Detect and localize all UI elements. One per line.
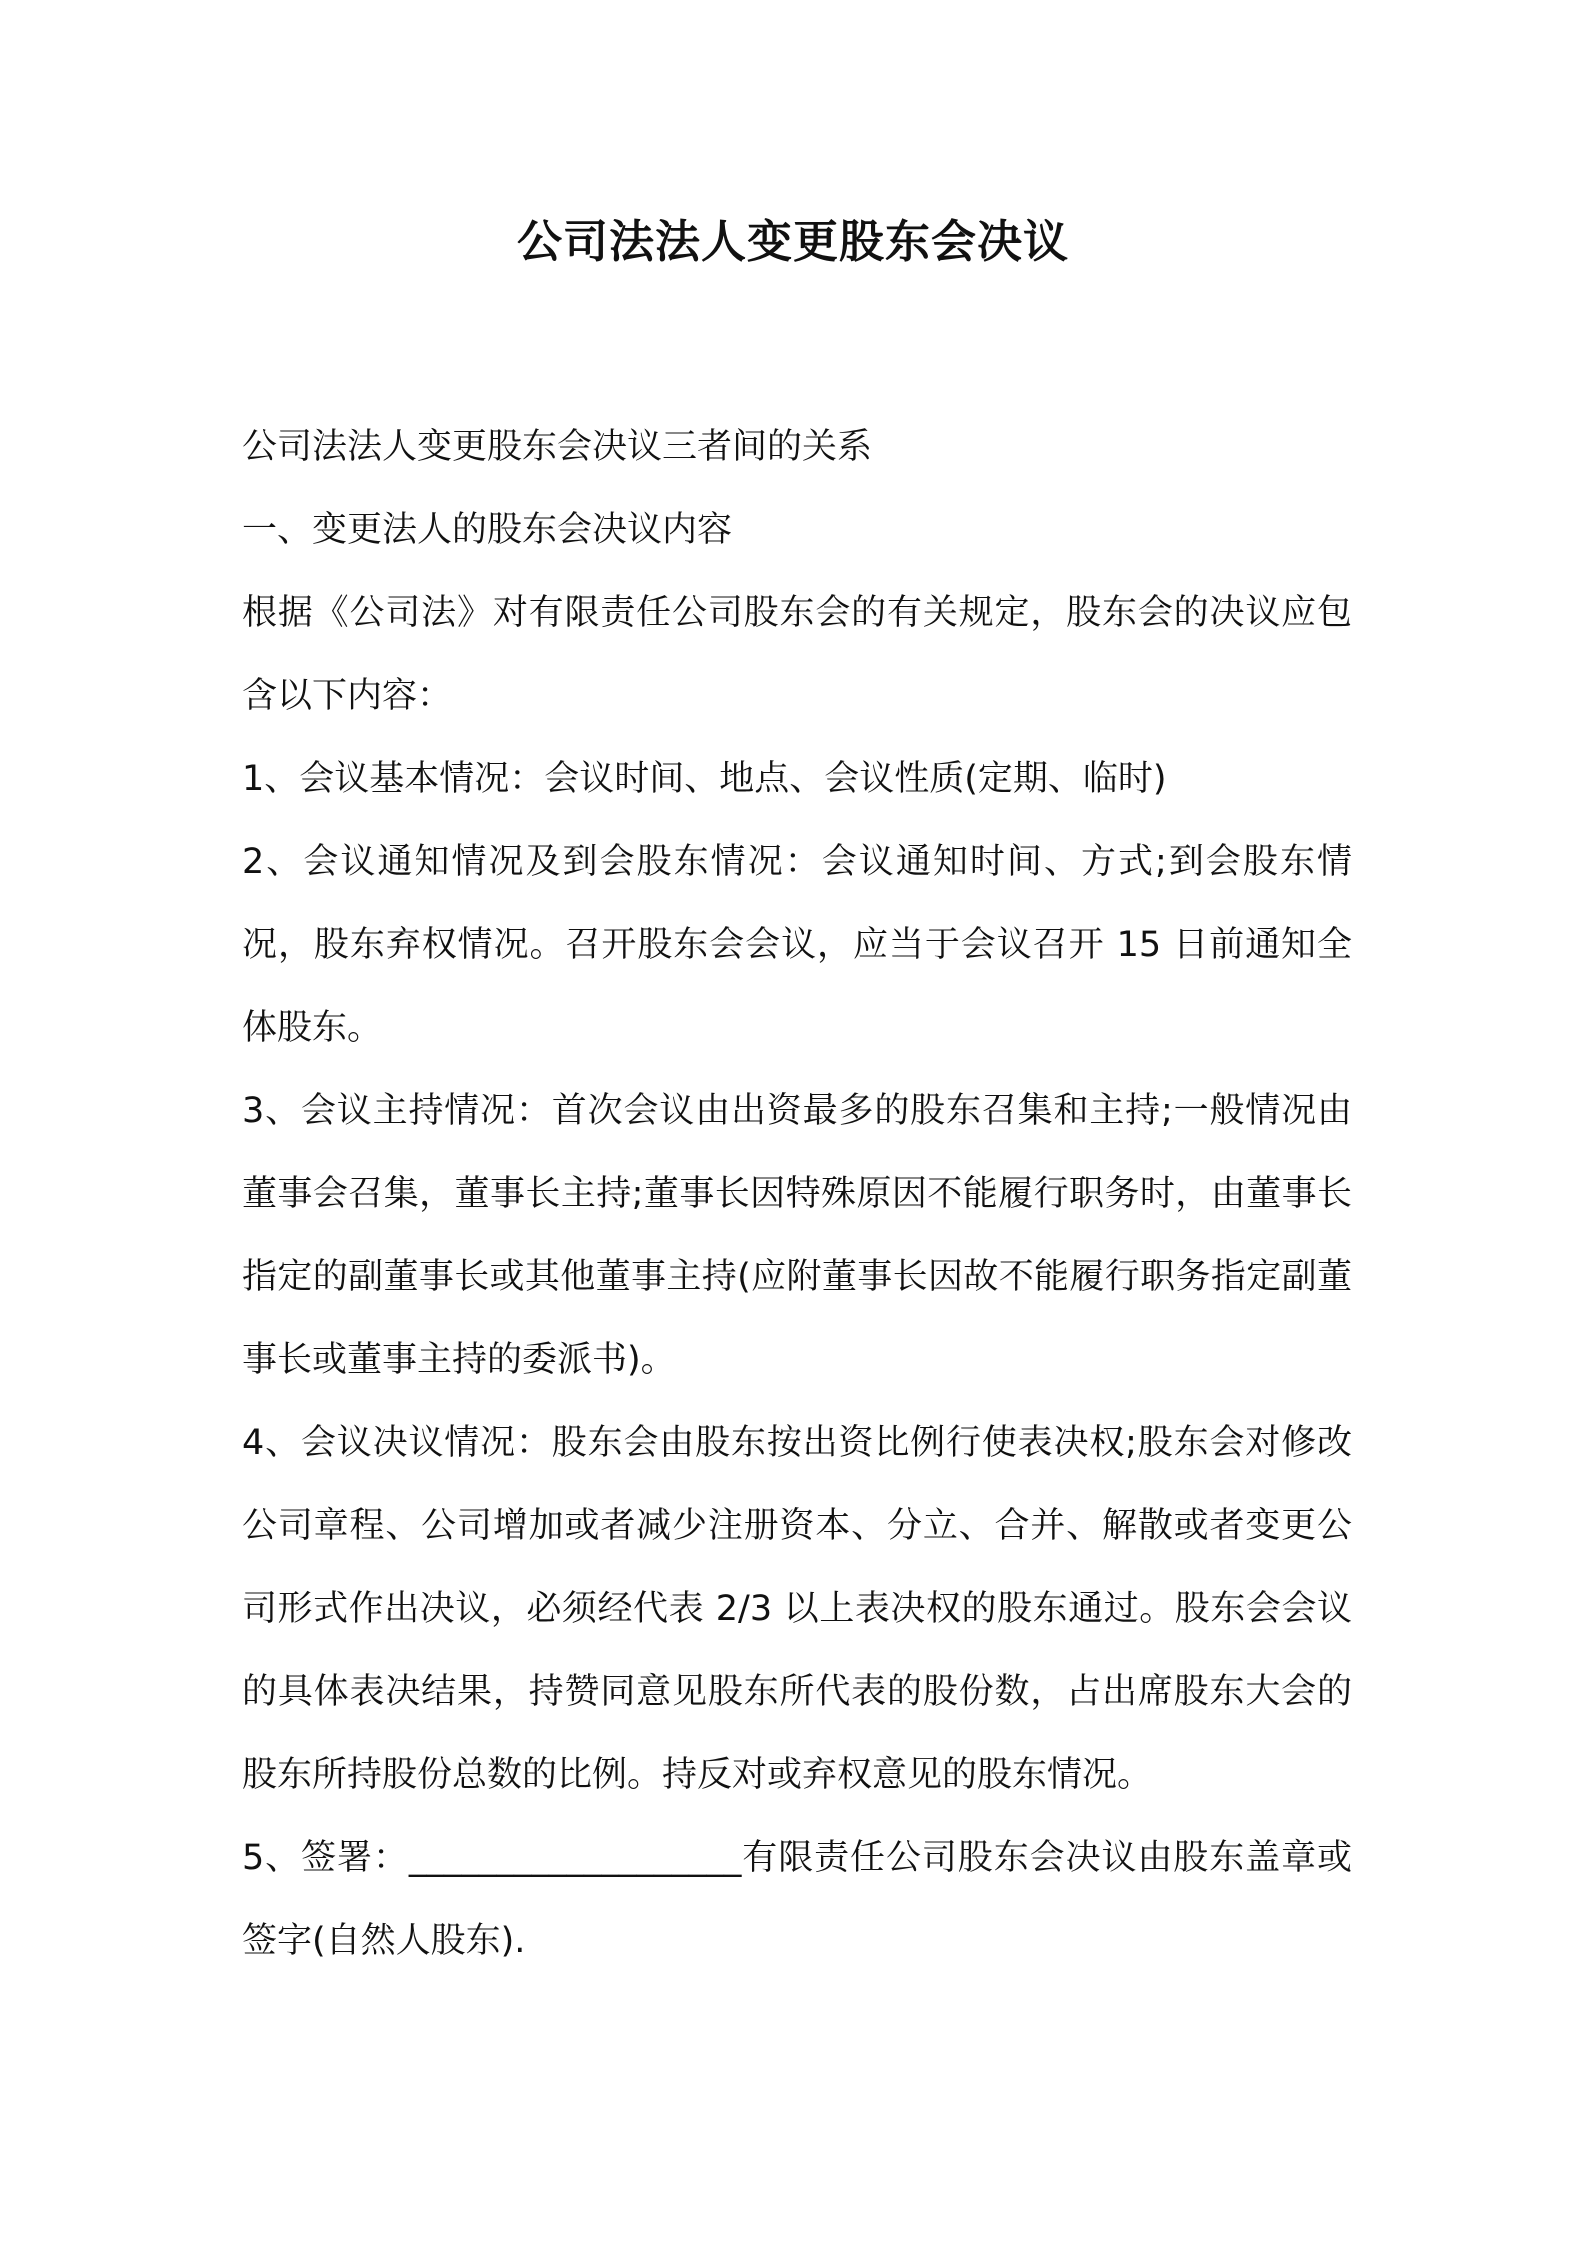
document-title: 公司法法人变更股东会决议 [516, 215, 1069, 268]
document-body [242, 406, 1352, 1983]
list-item: 3、会议主持情况：首次会议由出资最多的股东召集和主持;一般情况由董事会召集，董事长主持;董事长因特殊原因不能履行职务时，由董事长指定的副董事长或其他董事主持(应附董事长因故不能履行职务指定副董事长或董事主持的委派书)。 [242, 1091, 1352, 1380]
document-subtitle: 公司法法人变更股东会决议三者间的关系 [242, 427, 873, 467]
intro-paragraph: 根据《公司法》对有限责任公司股东会的有关规定，股东会的决议应包含以下内容： [242, 593, 1352, 716]
list-item: 1、会议基本情况：会议时间、地点、会议性质(定期、临时) [242, 759, 1167, 799]
section-heading: 一、变更法人的股东会决议内容 [242, 510, 733, 550]
list-item: 2、会议通知情况及到会股东情况：会议通知时间、方式;到会股东情况，股东弃权情况。召开股东会会议，应当于会议召开 15 日前通知全体股东。 [242, 842, 1352, 1048]
list-item: 4、会议决议情况：股东会由股东按出资比例行使表决权;股东会对修改公司章程、公司增加或者减少注册资本、分立、合并、解散或者变更公司形式作出决议，必须经代表 2/3 以上表决权的股东通过。股东会会议的具体表决结果，持赞同意见股东所代表的股份数，占出席股东大会的股东所持股份总数的比例。持反对或弃权意见的股东情况。 [242, 1423, 1352, 1795]
list-item: 5、签署：___________________有限责任公司股东会决议由股东盖章或签字(自然人股东). [242, 1838, 1352, 1961]
